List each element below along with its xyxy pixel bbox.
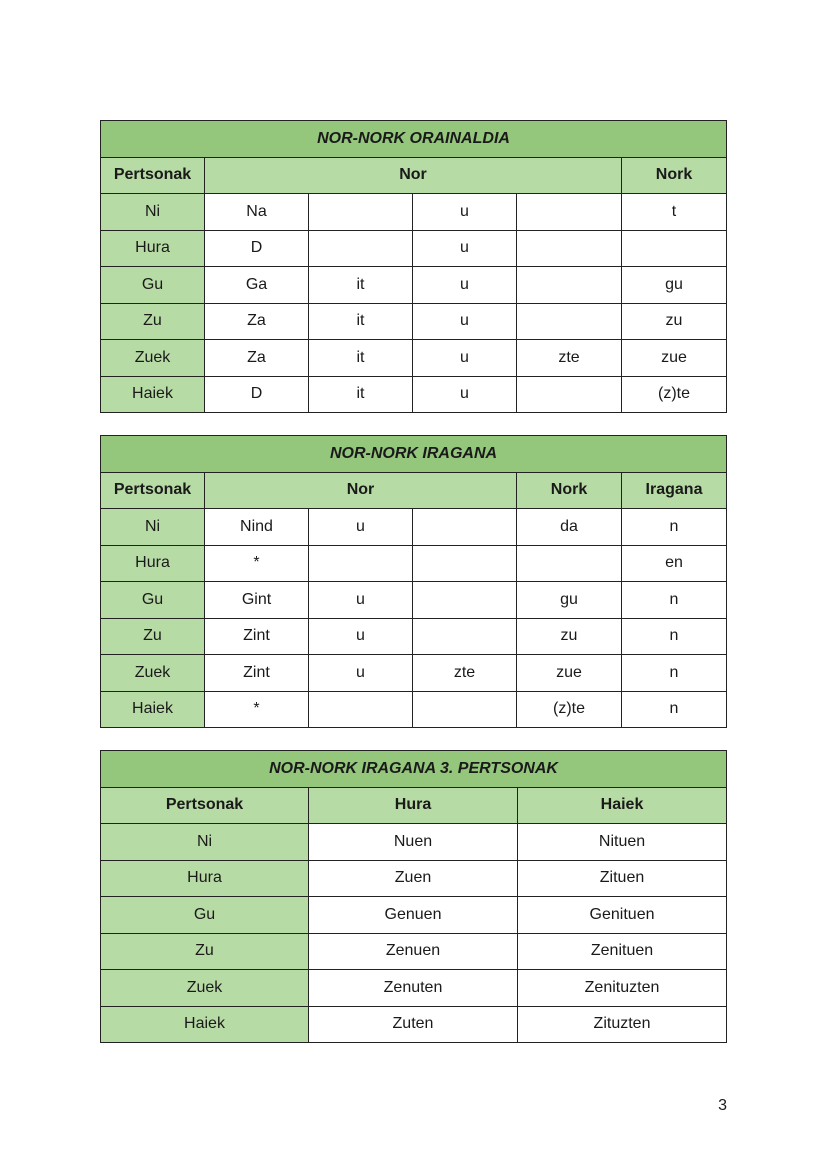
table-row (101, 824, 727, 861)
cell: Nind (205, 509, 309, 546)
cell: u (413, 194, 517, 231)
cell: u (309, 582, 413, 619)
cell: Zint (205, 655, 309, 692)
cell (309, 691, 413, 728)
table-row (101, 618, 727, 655)
cell: * (205, 691, 309, 728)
cell: D (205, 376, 309, 413)
row-person: Zu (101, 618, 205, 655)
cell (517, 194, 622, 231)
cell: u (413, 230, 517, 267)
cell: * (205, 545, 309, 582)
cell: Zituen (518, 860, 727, 897)
table-title-row (101, 751, 727, 788)
table-row (101, 582, 727, 619)
cell: (z)te (517, 691, 622, 728)
header-nor: Nor (205, 472, 517, 509)
row-person: Zuek (101, 970, 309, 1007)
cell: en (622, 545, 727, 582)
row-person: Zu (101, 933, 309, 970)
header-pertsonak: Pertsonak (101, 787, 309, 824)
cell: Genituen (518, 897, 727, 934)
cell: Zenuen (309, 933, 518, 970)
cell (309, 194, 413, 231)
cell: zu (622, 303, 727, 340)
row-person: Gu (101, 897, 309, 934)
header-pertsonak: Pertsonak (101, 472, 205, 509)
cell: it (309, 267, 413, 304)
cell: Zint (205, 618, 309, 655)
row-person: Ni (101, 509, 205, 546)
table-title: NOR-NORK IRAGANA 3. PERTSONAK (101, 751, 727, 788)
header-nor: Nor (205, 157, 622, 194)
cell: Nuen (309, 824, 518, 861)
row-person: Zuek (101, 655, 205, 692)
table-row (101, 340, 727, 377)
cell: Za (205, 340, 309, 377)
row-person: Haiek (101, 691, 205, 728)
cell: it (309, 340, 413, 377)
table-nor-nork-orainaldia (100, 120, 727, 413)
cell: it (309, 303, 413, 340)
cell (517, 303, 622, 340)
table-row (101, 691, 727, 728)
cell (517, 230, 622, 267)
table-nor-nork-iragana (100, 435, 727, 728)
table-title: NOR-NORK IRAGANA (101, 436, 727, 473)
cell (309, 545, 413, 582)
cell (413, 509, 517, 546)
row-person: Gu (101, 267, 205, 304)
row-person: Zu (101, 303, 205, 340)
header-nork: Nork (622, 157, 727, 194)
cell: Zenituen (518, 933, 727, 970)
cell: u (413, 303, 517, 340)
cell: u (309, 655, 413, 692)
cell (517, 545, 622, 582)
row-person: Ni (101, 824, 309, 861)
cell: u (413, 340, 517, 377)
table-row (101, 1006, 727, 1043)
cell: Nituen (518, 824, 727, 861)
cell: n (622, 655, 727, 692)
table-header-row (101, 787, 727, 824)
table-row (101, 933, 727, 970)
row-person: Hura (101, 545, 205, 582)
cell: u (309, 509, 413, 546)
table-row (101, 267, 727, 304)
table-row (101, 970, 727, 1007)
table-row (101, 860, 727, 897)
header-hura: Hura (309, 787, 518, 824)
cell (517, 267, 622, 304)
cell (517, 376, 622, 413)
table-row (101, 509, 727, 546)
cell (413, 545, 517, 582)
cell: Zenuten (309, 970, 518, 1007)
cell: (z)te (622, 376, 727, 413)
table-row (101, 303, 727, 340)
table-title: NOR-NORK ORAINALDIA (101, 121, 727, 158)
cell: n (622, 509, 727, 546)
table-row (101, 230, 727, 267)
table-row (101, 545, 727, 582)
cell: Ga (205, 267, 309, 304)
cell: zue (622, 340, 727, 377)
cell: u (413, 267, 517, 304)
row-person: Haiek (101, 1006, 309, 1043)
table-row (101, 897, 727, 934)
header-pertsonak: Pertsonak (101, 157, 205, 194)
cell: u (413, 376, 517, 413)
cell: D (205, 230, 309, 267)
cell (413, 691, 517, 728)
row-person: Haiek (101, 376, 205, 413)
cell: gu (517, 582, 622, 619)
cell: u (309, 618, 413, 655)
table-title-row (101, 121, 727, 158)
cell: t (622, 194, 727, 231)
cell: zue (517, 655, 622, 692)
cell: zte (413, 655, 517, 692)
cell: Genuen (309, 897, 518, 934)
header-iragana: Iragana (622, 472, 727, 509)
table-header-row (101, 157, 727, 194)
table-row (101, 655, 727, 692)
cell: Na (205, 194, 309, 231)
table-row (101, 194, 727, 231)
cell: Zuen (309, 860, 518, 897)
cell: zu (517, 618, 622, 655)
cell: it (309, 376, 413, 413)
cell: n (622, 582, 727, 619)
cell (622, 230, 727, 267)
table-row (101, 376, 727, 413)
cell (413, 618, 517, 655)
cell: n (622, 618, 727, 655)
cell: zte (517, 340, 622, 377)
header-haiek: Haiek (518, 787, 727, 824)
cell: gu (622, 267, 727, 304)
row-person: Hura (101, 230, 205, 267)
row-person: Zuek (101, 340, 205, 377)
cell: Gint (205, 582, 309, 619)
cell: Za (205, 303, 309, 340)
cell: Zituzten (518, 1006, 727, 1043)
row-person: Ni (101, 194, 205, 231)
table-title-row (101, 436, 727, 473)
cell: da (517, 509, 622, 546)
table-nor-nork-iragana-3-pertsonak (100, 750, 727, 1043)
table-header-row (101, 472, 727, 509)
cell (309, 230, 413, 267)
cell (413, 582, 517, 619)
row-person: Gu (101, 582, 205, 619)
cell: Zenituzten (518, 970, 727, 1007)
header-nork: Nork (517, 472, 622, 509)
page-number: 3 (718, 1097, 727, 1114)
row-person: Hura (101, 860, 309, 897)
cell: Zuten (309, 1006, 518, 1043)
cell: n (622, 691, 727, 728)
